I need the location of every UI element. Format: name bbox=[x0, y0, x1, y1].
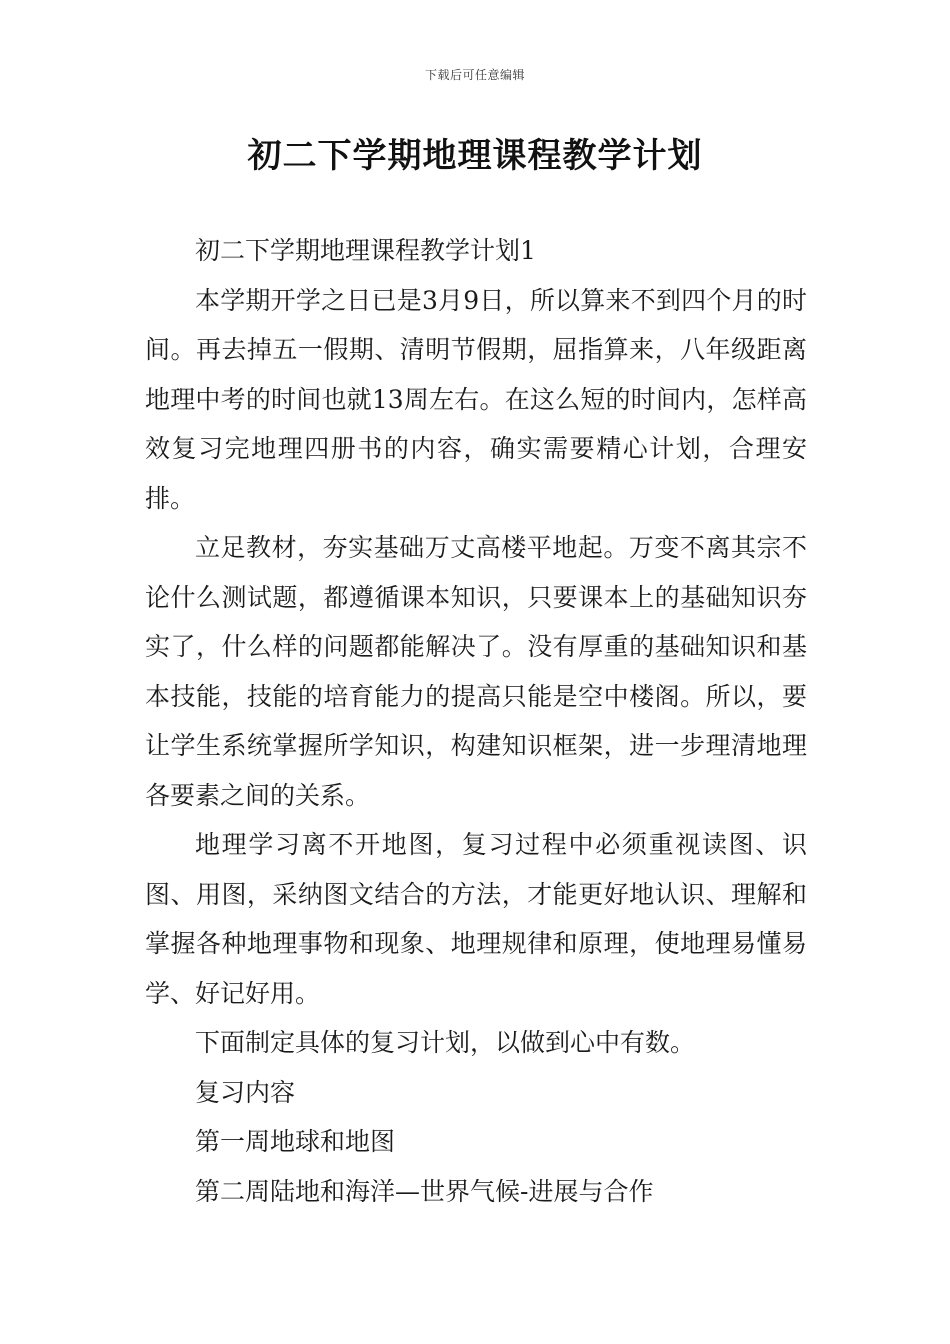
paragraph-week-1: 第一周地球和地图 bbox=[195, 1127, 396, 1156]
paragraph-subtitle: 初二下学期地理课程教学计划1 bbox=[195, 236, 536, 265]
paragraph-week-2: 第二周陆地和海洋—世界气候-进展与合作 bbox=[195, 1176, 654, 1206]
header-note: 下载后可任意编辑 bbox=[424, 68, 525, 82]
document-title: 初二下学期地理课程教学计划 bbox=[247, 136, 703, 176]
document-body bbox=[145, 226, 807, 1216]
paragraph-foundation: 立足教材，夯实基础万丈高楼平地起。万变不离其宗不论什么测试题，都遵循课本知识，只要课本上的基础知识夯实了，什么样的问题都能解决了。没有厚重的基础知识和基本技能，技能的培育能力的提高只能是空中楼阁。所以，要让学生系统掌握所学知识，构建知识框架，进一步理清地理各要素之间的关系。 bbox=[145, 533, 807, 810]
paragraph-plan: 下面制定具体的复习计划，以做到心中有数。 bbox=[195, 1028, 696, 1057]
paragraph-intro: 本学期开学之日已是3月9日，所以算来不到四个月的时间。再去掉五一假期、清明节假期，屈指算来，八年级距离地理中考的时间也就13周左右。在这么短的时间内，怎样高效复习完地理四册书的内容，确实需要精心计划，合理安排。 bbox=[145, 285, 807, 513]
paragraph-review-content: 复习内容 bbox=[195, 1077, 296, 1107]
paragraph-maps: 地理学习离不开地图，复习过程中必须重视读图、识图、用图，采纳图文结合的方法，才能更好地认识、理解和掌握各种地理事物和现象、地理规律和原理，使地理易懂易学、好记好用。 bbox=[145, 830, 807, 1008]
